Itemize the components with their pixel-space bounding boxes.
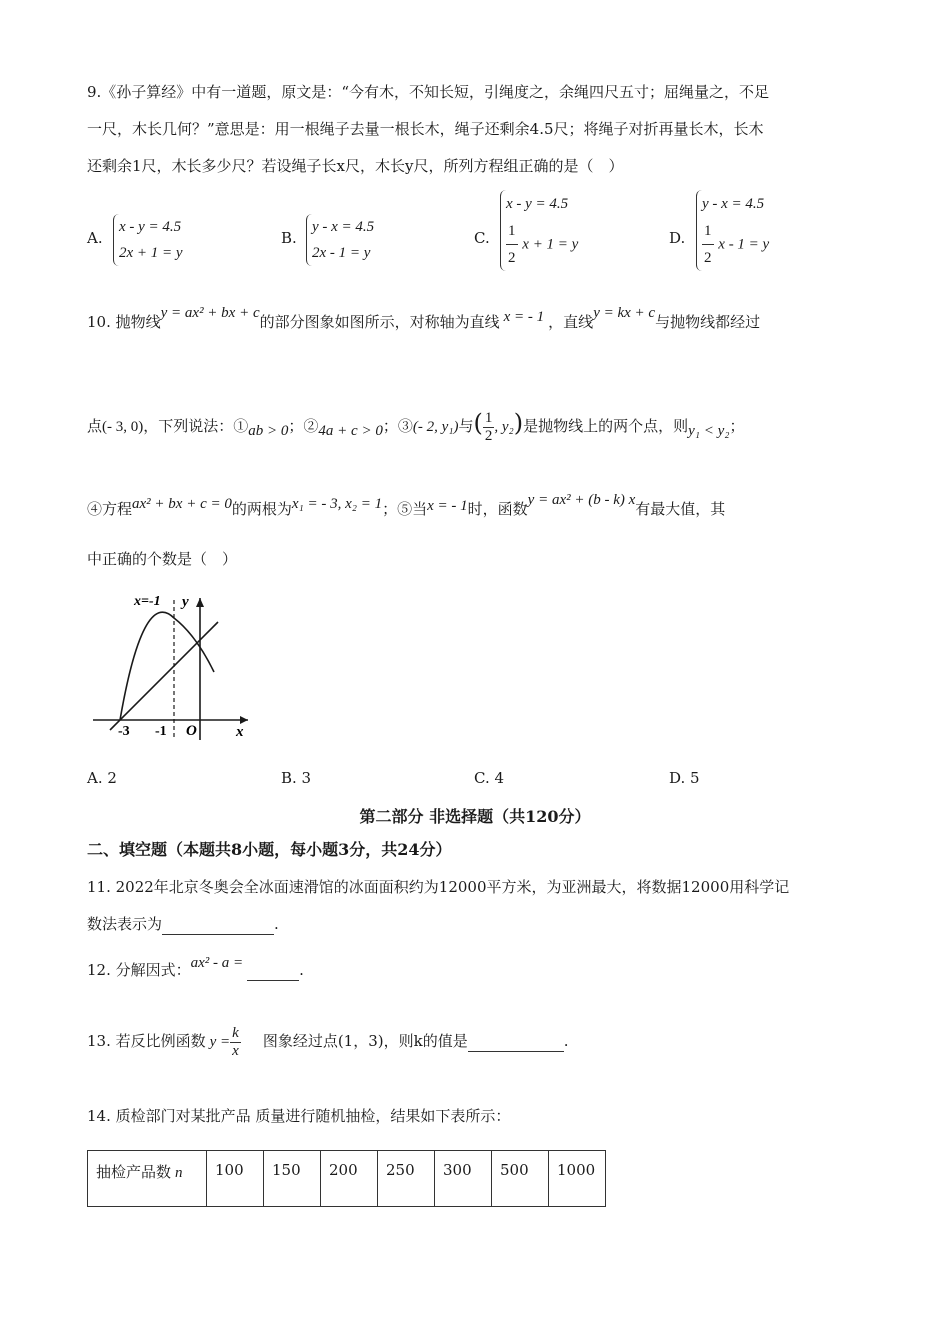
q9-option-d-fraction: $\frac{1}{2}$ [702,218,714,271]
q14-text: 14. 质检部门对某批产品 质量进行随机抽检，结果如下表所示： [87,1107,511,1125]
q10-paragraph-4: 中正确的个数是（ ） [87,550,238,568]
table-header-cell: 抽检产品数 n [88,1151,207,1207]
table-cell: 100 [207,1151,264,1207]
q9-option-d-eq2: x - 1 = y [718,236,770,253]
q11-line-1: 11. 2022年北京冬奥会全冰面速滑馆的冰面面积约为12000平方米，为亚洲最大，将数据12000用科学记 [87,878,790,896]
label-axis: x=-1 [134,594,161,609]
q9-line-2: 一尺，木长几何？”意思是：用一根绳子去量一根长木，绳子还剩余4.5尺；将绳子对折再量长木，长木 [87,120,764,138]
label-y: y [182,594,189,610]
q9-option-b-eq2: 2x - 1 = y [312,245,371,261]
q9-option-d-eq1: y - x = 4.5 [702,196,765,212]
label-minus-3: -3 [118,724,130,739]
q9-option-c-fraction: $\frac{1}{2}$ [506,218,518,271]
q9-option-c-system [500,190,578,271]
label-origin: O [186,723,197,739]
q12-answer-blank [247,960,299,981]
section-two-title: 二、填空题（本题共8小题，每小题3分，共24分） [87,840,452,859]
q14-table [87,1150,606,1207]
q10-option-b: B. 3 [281,769,312,787]
q11-line-2: 数法表示为 . [87,915,279,933]
q9-option-b-system [306,214,374,266]
table-cell: 500 [492,1151,549,1207]
q9-option-d-label: D. [669,229,686,247]
q13-answer-blank [468,1031,564,1052]
q10-paragraph-2: 点(- 3, 0)，下列说法：①ab > 0；②4a + c > 0；③(- 2, y₁)与( $\frac{1}{2}$ , y₂)是抛物线上的两个点，则y₁ < y₂； [87,409,745,444]
x-axis-arrow [240,716,248,724]
q9-option-c-eq2: x + 1 = y [522,236,579,253]
q9-option-d-system [696,190,769,271]
table-cell: 1000 [549,1151,606,1207]
q10-option-a: A. 2 [87,769,117,787]
table-row [88,1151,606,1207]
table-cell: 150 [264,1151,321,1207]
q9-line-3: 还剩余1尺，木长多少尺？若设绳子长x尺，木长y尺，所列方程组正确的是（ ） [87,157,624,175]
q12-line: 12. 分解因式：ax² - a = . [87,955,304,979]
q9-option-a-system [113,214,183,266]
q9-option-c-eq1: x - y = 4.5 [506,196,569,212]
q9-option-b-label: B. [281,229,297,247]
y-axis-arrow [196,598,204,607]
q13-line: 13. 若反比例函数 y = $\frac{k}{x}$ 图象经过点(1，3)，则k的值是 . [87,1024,569,1059]
table-cell: 250 [378,1151,435,1207]
part-two-title: 第二部分 非选择题（共120分） [359,807,591,826]
q9-option-a-label: A. [87,229,103,247]
table-cell: 300 [435,1151,492,1207]
q9-option-a-eq2: 2x + 1 = y [119,245,183,261]
q10-paragraph-1: 10. 抛物线y = ax² + bx + c的部分图象如图所示，对称轴为直线 x = - 1 ，直线y = kx + c与抛物线都经过 [87,305,761,331]
table-cell: 200 [321,1151,378,1207]
q9-option-a-eq1: x - y = 4.5 [119,219,182,235]
label-minus-1: -1 [155,724,167,739]
q9-option-b-eq1: y - x = 4.5 [312,219,375,235]
q10-option-d: D. 5 [669,769,700,787]
q10-option-c: C. 4 [474,769,505,787]
line-y-kx-c [110,622,218,730]
q9-option-c-label: C. [474,229,490,247]
q11-answer-blank [162,914,274,935]
q10-parabola-graph [88,590,258,750]
q9-line-1: 9.《孙子算经》中有一道题，原文是：“今有木，不知长短，引绳度之，余绳四尺五寸；屈绳量之，不足 [87,83,769,101]
label-x: x [236,724,244,740]
q10-paragraph-3: ④方程ax² + bx + c = 0的两根为x₁ = - 3, x₂ = 1；⑤当x = - 1时，函数y = ax² + (b - k) x有最大值，其 [87,492,726,518]
